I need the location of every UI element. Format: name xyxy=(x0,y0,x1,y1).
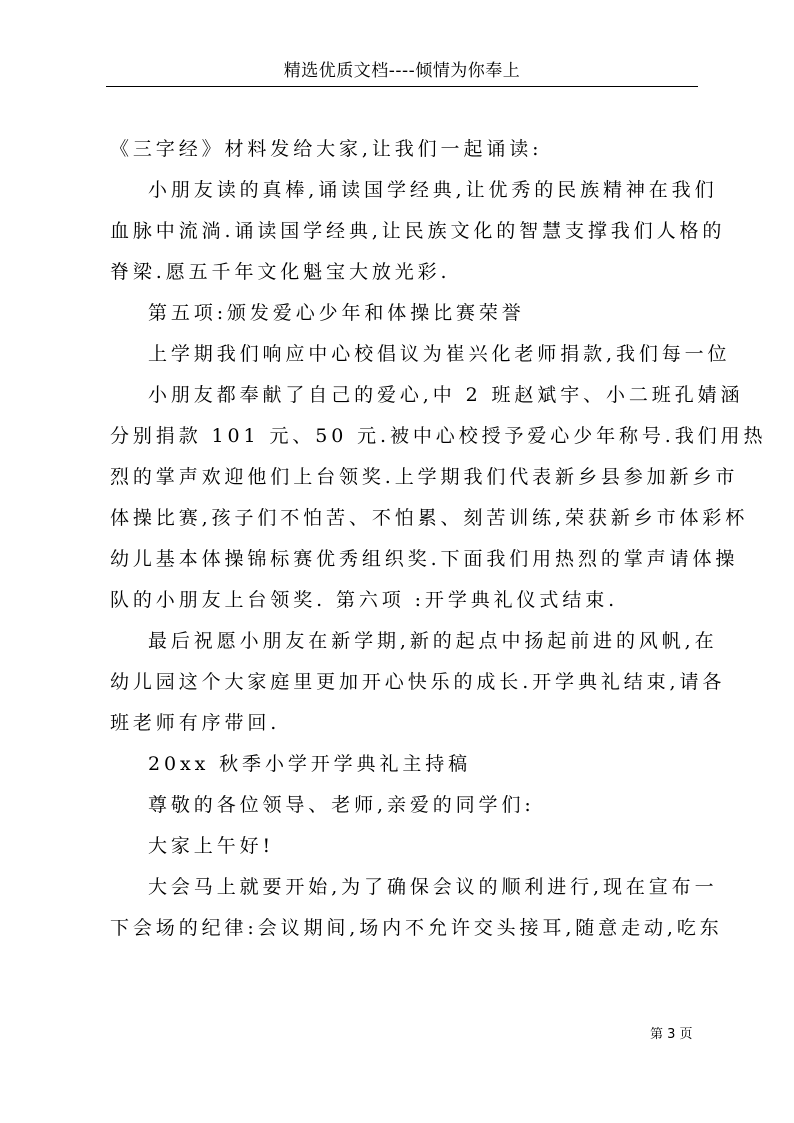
text-line: 小朋友读的真棒,诵读国学经典,让优秀的民族精神在我们 xyxy=(148,179,718,201)
text-line: 小朋友都奉献了自己的爱心,中 2 班赵斌宇、小二班孔婧涵 xyxy=(148,384,744,406)
page-number: 第 3 页 xyxy=(650,1027,693,1042)
text-line: 脊梁.愿五千年文化魁宝大放光彩. xyxy=(110,261,451,283)
header-title: 精选优质文档----倾情为你奉上 xyxy=(283,61,521,81)
text-line: 第五项:颁发爱心少年和体操比赛荣誉 xyxy=(148,302,525,324)
text-line: 20xx 秋季小学开学典礼主持稿 xyxy=(148,753,472,775)
page-header xyxy=(106,58,698,87)
text-line: 大家上午好! xyxy=(148,835,275,857)
text-line: 幼儿基本体操锦标赛优秀组织奖.下面我们用热烈的掌声请体操 xyxy=(110,548,739,570)
text-line: 最后祝愿小朋友在新学期,新的起点中扬起前进的风帆,在 xyxy=(148,630,718,652)
text-line: 下会场的纪律:会议期间,场内不允许交头接耳,随意走动,吃东 xyxy=(110,917,723,939)
text-line: 分别捐款 101 元、50 元.被中心校授予爱心少年称号.我们用热 xyxy=(110,425,767,447)
text-line: 幼儿园这个大家庭里更加开心快乐的成长.开学典礼结束,请各 xyxy=(110,671,726,693)
text-line: 烈的掌声欢迎他们上台领奖.上学期我们代表新乡县参加新乡市 xyxy=(110,466,739,488)
text-line: 队的小朋友上台领奖. 第六项 :开学典礼仪式结束. xyxy=(110,589,619,611)
text-line: 尊敬的各位领导、老师,亲爱的同学们: xyxy=(148,794,535,816)
text-line: 血脉中流淌.诵读国学经典,让民族文化的智慧支撑我们人格的 xyxy=(110,220,726,242)
text-line: 上学期我们响应中心校倡议为崔兴化老师捐款,我们每一位 xyxy=(148,343,731,365)
text-line: 大会马上就要开始,为了确保会议的顺利进行,现在宣布一 xyxy=(148,876,718,898)
text-line: 体操比赛,孩子们不怕苦、不怕累、刻苦训练,荣获新乡市体彩杯 xyxy=(110,507,749,529)
text-line: 《三字经》材料发给大家,让我们一起诵读: xyxy=(110,138,543,160)
text-line: 班老师有序带回. xyxy=(110,712,281,734)
